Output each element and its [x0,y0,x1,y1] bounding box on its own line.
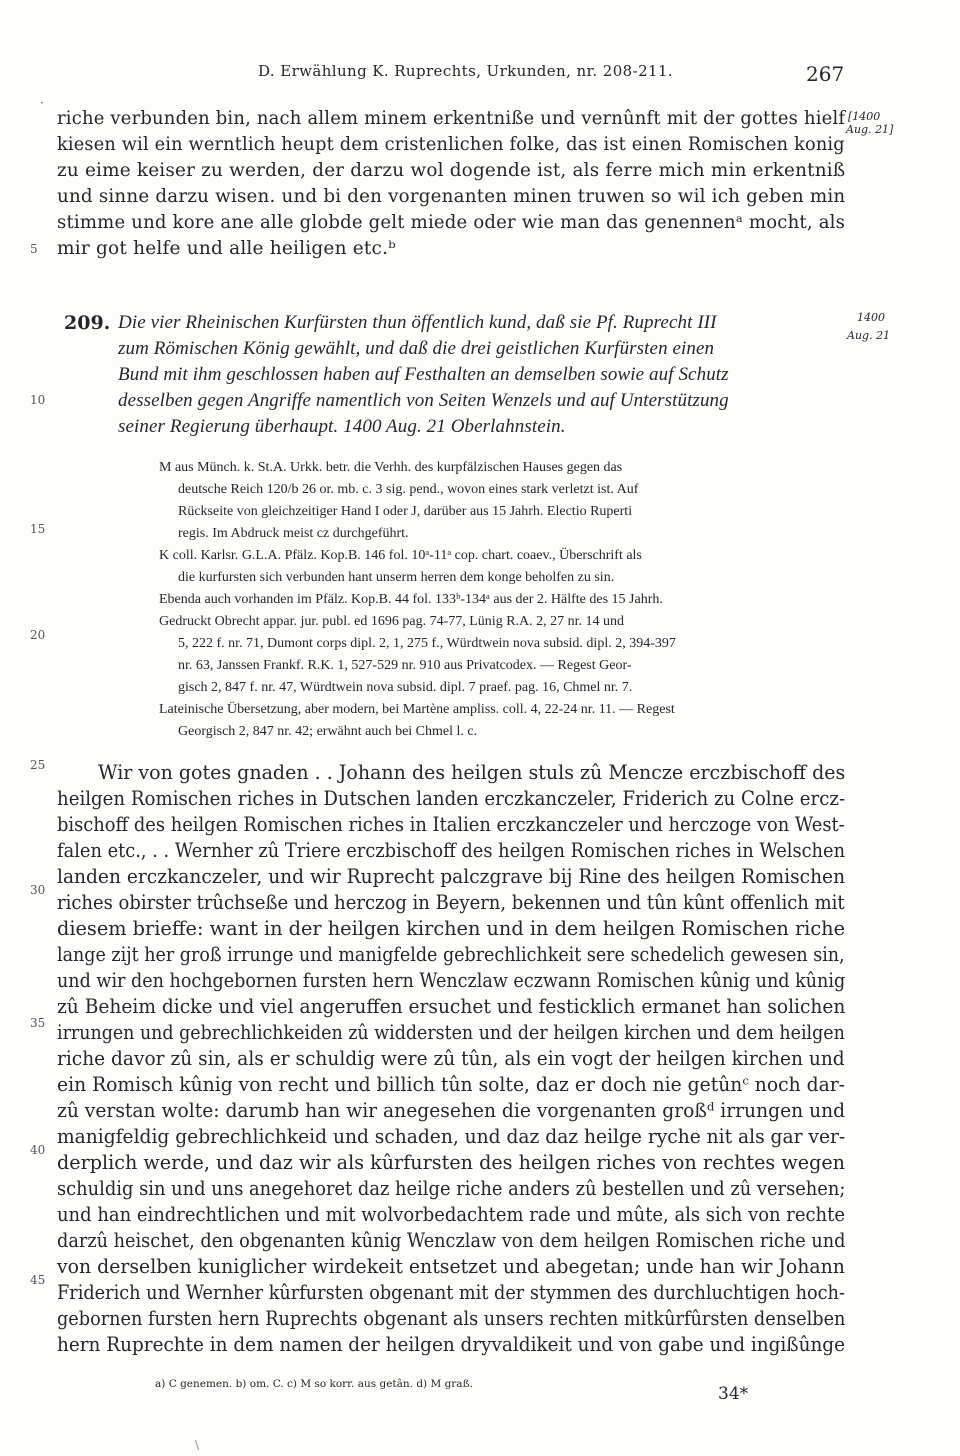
source-line: nr. 63, Janssen Frankf. R.K. 1, 527-529 nr. 910 aus Privatcodex. — Regest Geor- [178,658,632,673]
document-line: darzû heischet, den obgenanten kûnig Wenczlaw von dem heilgen Romischen riche und [57,1228,846,1252]
stray-mark: \ [195,1438,200,1452]
prev-text-line: riche verbunden bin, nach allem minem erkentniße und vernûnft mit der gottes hielf [57,108,846,129]
margin-date-day: Aug. 21] [846,123,894,136]
margin-date-year: [1400 [848,110,881,123]
source-line: Rückseite von gleichzeitiger Hand I oder J, darüber aus 15 Jahrh. Electio Ruperti [178,504,633,519]
regest-line: desselben gegen Angriffe namentlich von Seiten Wenzels und auf Unterstützung [118,390,729,411]
source-line: Lateinische Übersetzung, aber modern, bei Martène ampliss. coll. 4, 22-24 nr. 11. — Regest [159,702,675,717]
document-line: bischoff des heilgen Romischen riches in Italien erczkanczeler und herczoge von West- [57,812,845,836]
document-line: riche davor zû sin, als er schuldig were zû tûn, als ein vogt der heilgen kirchen und [57,1046,845,1070]
document-line: und wir den hochgebornen fursten hern Wenczlaw eczwann Romischen kûnig und kûnig [57,968,846,992]
prev-text-line: mir got helfe und alle heiligen etc.ᵇ [57,238,396,259]
source-line: deutsche Reich 120/b 26 or. mb. c. 3 sig. pend., wovon eines stark verletzt ist. Auf [178,482,639,497]
prev-text-line: zu eime keiser zu werden, der darzu wol dogende ist, als ferre mich min erkentniß [57,160,846,181]
regest-line: seiner Regierung überhaupt. 1400 Aug. 21 Oberlahnstein. [118,416,566,437]
line-number: 35 [30,1016,46,1030]
source-line: regis. Im Abdruck meist cz durchgeführt. [178,526,409,541]
prev-text-line: stimme und kore ane alle globde gelt miede oder wie man das genennenᵃ mocht, als [57,212,846,233]
prev-text-line: und sinne darzu wisen. und bi den vorgenanten minen truwen so wil ich geben min [57,186,846,207]
regest-line: Bund mit ihm geschlossen haben auf Festhalten an demselben sowie auf Schutz [118,364,729,385]
document-line: gebornen fursten hern Ruprechts obgenant als unsers rechten mitkûrfûrsten denselben [57,1306,846,1330]
source-line: gisch 2, 847 f. nr. 47, Würdtwein nova subsid. dipl. 7 praef. pag. 16, Chmel nr. 7. [178,680,633,695]
source-line: K coll. Karlsr. G.L.A. Pfälz. Kop.B. 146 fol. 10ᵃ-11ᵃ cop. chart. coaev., Überschrift als [159,548,642,563]
line-number: 5 [30,242,38,256]
document-line: landen erczkanczeler, und wir Ruprecht palczgrave bij Rine des heilgen Romischen [57,864,846,888]
source-line: Georgisch 2, 847 nr. 42; erwähnt auch bei Chmel l. c. [178,724,478,739]
document-line: riches obirster trûchseße und herczog in Beyern, bekennen und tûn kûnt offenlich mit [57,890,845,914]
line-number: 10 [30,393,46,407]
document-line: von derselben kuniglicher wirdekeit entsetzet und abegetan; unde han wir Johann [57,1254,845,1278]
document-line: diesem brieffe: want in der heilgen kirchen und in dem heilgen Romischen riche [57,916,845,940]
margin-date-day-2: Aug. 21 [847,329,891,342]
document-line: Wir von gotes gnaden . . Johann des heilgen stuls zû Mencze erczbischoff des [98,760,846,784]
regest-line: zum Römischen König gewählt, und daß die drei geistlichen Kurfürsten einen [118,338,715,359]
line-number: 45 [30,1273,46,1287]
margin-date-year-2: 1400 [857,311,885,324]
line-number: 15 [30,522,46,536]
document-line: lange zijt her groß irrunge und manigfelde gebrechlichkeit sere schedelich gewesen sin, [57,942,845,966]
document-line: zû Beheim dicke und viel angeruffen ersuchet und festicklich ermanet han solichen [57,994,846,1018]
prev-text-line: kiesen wil ein werntlich heupt dem cristenlichen folke, das ist einen Romischen konig [57,134,845,155]
line-number: 25 [30,758,46,772]
running-title: D. Erwählung K. Ruprechts, Urkunden, nr. 208-211. [258,62,674,80]
signature-mark: 34* [718,1384,749,1404]
document-line: derplich werde, und daz wir als kûrfursten des heilgen riches von rechtes wegen [57,1150,845,1174]
source-line: 5, 222 f. nr. 71, Dumont corps dipl. 2, 1, 275 f., Würdtwein nova subsid. dipl. 2, 394-397 [178,636,676,651]
line-number: 40 [30,1143,46,1157]
document-line: und han eindrechtlichen und mit wolvorbedachtem rade und mûte, als sich von rechte [57,1202,845,1226]
line-number: 20 [30,628,46,642]
document-line: zû verstan wolte: darumb han wir anegesehen die vorgenanten großᵈ irrungen und [57,1098,846,1122]
regest-line: Die vier Rheinischen Kurfürsten thun öffentlich kund, daß sie Pf. Ruprecht III [118,312,717,333]
document-line: hern Ruprechte in dem namen der heilgen dryvaldikeit und von gabe und ingißûnge [57,1332,846,1356]
document-line: ein Romisch kûnig von recht und billich tûn solte, daz er doch nie getûnᶜ noch dar- [57,1072,846,1096]
document-line: heilgen Romischen riches in Dutschen landen erczkanczeler, Friderich zu Colne ercz- [57,786,846,810]
stray-dot: · [40,96,44,110]
document-line: manigfeldig gebrechlichkeid und schaden, und daz daz heilge ryche nit als gar ver- [57,1124,846,1148]
page-number: 267 [806,62,845,86]
line-number: 30 [30,883,46,897]
footnotes: a) C genemen. b) om. C. c) M so korr. aus getân. d) M graß. [155,1378,473,1390]
source-line: die kurfursten sich verbunden hant unserm herren dem konge beholfen zu sin. [178,570,615,585]
document-line: Friderich und Wernher kûrfursten obgenant mit der stymmen des durchluchtigen hoch- [57,1280,845,1304]
document-line: falen etc., . . Wernher zû Triere erczbischoff des heilgen Romischen riches in Welschen [57,838,846,862]
source-line: Ebenda auch vorhanden im Pfälz. Kop.B. 44 fol. 133ᵇ-134ᵃ aus der 2. Hälfte des 15 Jahrh. [159,592,663,607]
document-line: irrungen und gebrechlichkeiden zû widdersten und der heilgen kirchen und dem heilgen [57,1020,845,1044]
document-line: schuldig sin und uns anegehoret daz heilge riche anders zû bestellen und zû versehen; [57,1176,846,1200]
source-line: Gedruckt Obrecht appar. jur. publ. ed 1696 pag. 74-77, Lünig R.A. 2, 27 nr. 14 und [159,614,625,629]
source-line: M aus Münch. k. St.A. Urkk. betr. die Verhh. des kurpfälzischen Hauses gegen das [159,460,623,475]
document-number: 209. [64,312,111,334]
